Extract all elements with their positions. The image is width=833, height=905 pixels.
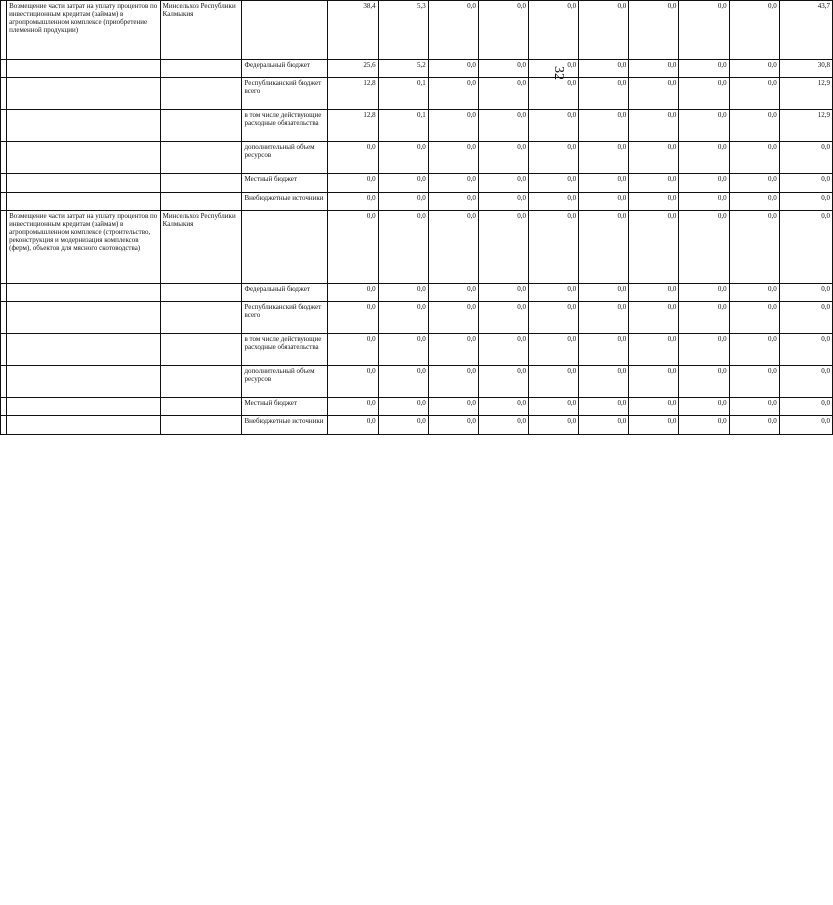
value-cell: 0,0 xyxy=(328,142,378,174)
value-cell: 0,0 xyxy=(478,78,528,110)
value-cell: 0,0 xyxy=(529,365,579,397)
table-row xyxy=(1,397,833,416)
value-cell: 5,2 xyxy=(378,59,428,78)
value-cell: 0,0 xyxy=(729,1,779,60)
funding-source-cell: Местный бюджет xyxy=(242,397,328,416)
measure-name-cell xyxy=(7,78,161,110)
value-cell: 0,0 xyxy=(428,78,478,110)
value-cell: 38,4 xyxy=(328,1,378,60)
value-cell: 0,0 xyxy=(729,397,779,416)
value-cell: 25,6 xyxy=(328,59,378,78)
value-cell: 0,0 xyxy=(629,283,679,302)
value-cell: 0,0 xyxy=(629,78,679,110)
value-cell: 0,0 xyxy=(629,416,679,435)
value-cell: 0,0 xyxy=(679,211,729,283)
table-body xyxy=(1,1,833,435)
value-cell: 0,0 xyxy=(729,365,779,397)
executor-cell xyxy=(160,110,242,142)
measure-name-cell xyxy=(7,142,161,174)
value-cell: 0,0 xyxy=(478,211,528,283)
funding-source-cell: Местный бюджет xyxy=(242,174,328,193)
table-row xyxy=(1,142,833,174)
value-cell: 0,0 xyxy=(328,397,378,416)
value-cell: 0,0 xyxy=(679,302,729,334)
value-cell: 0,0 xyxy=(729,142,779,174)
value-cell: 0,0 xyxy=(378,416,428,435)
measure-name-cell xyxy=(7,334,161,366)
value-cell: 0,0 xyxy=(579,78,629,110)
value-cell: 0,0 xyxy=(729,416,779,435)
value-cell: 0,0 xyxy=(579,334,629,366)
measure-name-cell xyxy=(7,110,161,142)
value-cell: 0,0 xyxy=(629,142,679,174)
value-cell: 0,0 xyxy=(378,192,428,211)
value-cell: 0,0 xyxy=(579,192,629,211)
value-cell: 0,0 xyxy=(679,59,729,78)
executor-cell xyxy=(160,142,242,174)
value-cell: 0,0 xyxy=(428,110,478,142)
value-cell: 0,0 xyxy=(629,211,679,283)
value-cell: 0,0 xyxy=(679,78,729,110)
value-cell: 0,1 xyxy=(378,110,428,142)
measure-name-cell xyxy=(7,59,161,78)
funding-source-cell: дополнительный объем ресурсов xyxy=(242,365,328,397)
value-cell: 0,0 xyxy=(679,142,729,174)
measure-name-cell xyxy=(7,174,161,193)
value-cell: 0,0 xyxy=(428,302,478,334)
value-cell: 0,0 xyxy=(579,59,629,78)
value-cell: 0,0 xyxy=(478,416,528,435)
value-cell: 0,0 xyxy=(679,334,729,366)
executor-cell xyxy=(160,416,242,435)
value-cell: 0,0 xyxy=(328,302,378,334)
funding-source-cell: дополнительный объем ресурсов xyxy=(242,142,328,174)
value-cell: 0,0 xyxy=(729,211,779,283)
value-cell: 0,0 xyxy=(529,174,579,193)
table-row xyxy=(1,365,833,397)
value-cell: 0,0 xyxy=(729,302,779,334)
measure-name-cell: Возмещение части затрат на уплату процентов по инвестиционным кредитам (займам) в агропромышленном комплексе (приобретение племенной продукции) xyxy=(7,1,161,60)
value-cell: 0,0 xyxy=(679,397,729,416)
value-cell: 0,0 xyxy=(629,302,679,334)
value-cell: 0,0 xyxy=(328,283,378,302)
value-cell: 0,0 xyxy=(629,174,679,193)
value-cell: 0,0 xyxy=(428,142,478,174)
executor-cell xyxy=(160,59,242,78)
value-cell: 12,8 xyxy=(328,110,378,142)
value-cell: 0,0 xyxy=(478,283,528,302)
value-cell: 0,0 xyxy=(579,365,629,397)
funding-source-cell: в том числе действующие расходные обязательства xyxy=(242,334,328,366)
value-cell: 0,0 xyxy=(378,397,428,416)
value-cell: 0,0 xyxy=(729,59,779,78)
value-cell: 0,0 xyxy=(328,174,378,193)
value-cell: 0,0 xyxy=(679,174,729,193)
value-cell: 0,0 xyxy=(529,416,579,435)
value-cell: 0,0 xyxy=(428,211,478,283)
funding-source-cell: Федеральный бюджет xyxy=(242,59,328,78)
value-cell: 0,0 xyxy=(729,174,779,193)
value-cell: 0,0 xyxy=(378,174,428,193)
value-cell: 0,0 xyxy=(428,192,478,211)
value-cell: 0,0 xyxy=(679,283,729,302)
value-cell: 0,0 xyxy=(629,192,679,211)
value-cell: 0,0 xyxy=(328,365,378,397)
value-cell: 0,0 xyxy=(378,283,428,302)
executor-cell xyxy=(160,78,242,110)
measure-name-cell xyxy=(7,192,161,211)
value-cell: 0,0 xyxy=(729,334,779,366)
value-cell: 0,0 xyxy=(328,334,378,366)
funding-source-cell xyxy=(242,211,328,283)
value-cell: 0,0 xyxy=(679,365,729,397)
value-cell: 0,0 xyxy=(529,211,579,283)
measure-name-cell: Возмещение части затрат на уплату процентов по инвестиционным кредитам (займам) в агропромышленном комплексе (строительство, реконструкция и модернизация комплексов (ферм), объектов для мясного скотоводства) xyxy=(7,211,161,283)
value-cell: 5,3 xyxy=(378,1,428,60)
budget-table-sheet xyxy=(0,0,833,435)
value-cell: 0,0 xyxy=(579,174,629,193)
value-cell: 0,0 xyxy=(378,142,428,174)
value-cell: 0,0 xyxy=(428,59,478,78)
executor-cell: Минсельхоз Республики Калмыкия xyxy=(160,1,242,60)
value-cell: 30,8 xyxy=(779,59,832,78)
table-row xyxy=(1,59,833,78)
value-cell: 0,0 xyxy=(328,416,378,435)
value-cell: 0,0 xyxy=(629,1,679,60)
value-cell: 0,0 xyxy=(779,365,832,397)
budget-table xyxy=(0,0,833,435)
executor-cell xyxy=(160,302,242,334)
value-cell: 0,0 xyxy=(328,192,378,211)
funding-source-cell xyxy=(242,1,328,60)
executor-cell xyxy=(160,174,242,193)
value-cell: 12,8 xyxy=(328,78,378,110)
value-cell: 0,0 xyxy=(579,110,629,142)
executor-cell xyxy=(160,334,242,366)
value-cell: 0,0 xyxy=(529,110,579,142)
value-cell: 0,0 xyxy=(478,397,528,416)
value-cell: 0,0 xyxy=(478,174,528,193)
value-cell: 0,0 xyxy=(529,59,579,78)
value-cell: 0,0 xyxy=(629,397,679,416)
value-cell: 0,0 xyxy=(679,192,729,211)
funding-source-cell: Внебюджетные источники xyxy=(242,192,328,211)
value-cell: 0,0 xyxy=(729,78,779,110)
table-row xyxy=(1,211,833,283)
value-cell: 12,9 xyxy=(779,110,832,142)
value-cell: 0,0 xyxy=(529,302,579,334)
value-cell: 0,0 xyxy=(428,365,478,397)
value-cell: 0,0 xyxy=(529,78,579,110)
value-cell: 0,0 xyxy=(529,397,579,416)
table-row xyxy=(1,334,833,366)
value-cell: 0,0 xyxy=(579,283,629,302)
table-row xyxy=(1,283,833,302)
executor-cell xyxy=(160,192,242,211)
value-cell: 0,0 xyxy=(478,334,528,366)
value-cell: 0,0 xyxy=(579,302,629,334)
value-cell: 0,0 xyxy=(779,397,832,416)
value-cell: 0,0 xyxy=(378,302,428,334)
value-cell: 0,0 xyxy=(629,365,679,397)
value-cell: 0,0 xyxy=(478,302,528,334)
value-cell: 0,0 xyxy=(428,283,478,302)
value-cell: 0,0 xyxy=(478,1,528,60)
table-row xyxy=(1,174,833,193)
value-cell: 0,0 xyxy=(579,211,629,283)
value-cell: 0,0 xyxy=(478,110,528,142)
value-cell: 0,0 xyxy=(629,334,679,366)
value-cell: 0,0 xyxy=(378,334,428,366)
value-cell: 0,0 xyxy=(729,110,779,142)
measure-name-cell xyxy=(7,302,161,334)
funding-source-cell: в том числе действующие расходные обязательства xyxy=(242,110,328,142)
value-cell: 0,1 xyxy=(378,78,428,110)
value-cell: 0,0 xyxy=(779,192,832,211)
table-row xyxy=(1,110,833,142)
value-cell: 0,0 xyxy=(679,110,729,142)
value-cell: 0,0 xyxy=(428,397,478,416)
funding-source-cell: Внебюджетные источники xyxy=(242,416,328,435)
value-cell: 0,0 xyxy=(529,283,579,302)
executor-cell xyxy=(160,365,242,397)
value-cell: 0,0 xyxy=(629,59,679,78)
executor-cell xyxy=(160,397,242,416)
value-cell: 0,0 xyxy=(378,365,428,397)
value-cell: 0,0 xyxy=(428,1,478,60)
measure-name-cell xyxy=(7,283,161,302)
funding-source-cell: Федеральный бюджет xyxy=(242,283,328,302)
table-row xyxy=(1,302,833,334)
value-cell: 0,0 xyxy=(529,142,579,174)
value-cell: 0,0 xyxy=(478,192,528,211)
value-cell: 0,0 xyxy=(529,1,579,60)
value-cell: 0,0 xyxy=(328,211,378,283)
executor-cell: Минсельхоз Республики Калмыкия xyxy=(160,211,242,283)
value-cell: 0,0 xyxy=(679,1,729,60)
value-cell: 0,0 xyxy=(779,174,832,193)
funding-source-cell: Республиканский бюджет всего xyxy=(242,78,328,110)
measure-name-cell xyxy=(7,365,161,397)
measure-name-cell xyxy=(7,397,161,416)
value-cell: 0,0 xyxy=(629,110,679,142)
executor-cell xyxy=(160,283,242,302)
value-cell: 0,0 xyxy=(579,1,629,60)
funding-source-cell: Республиканский бюджет всего xyxy=(242,302,328,334)
value-cell: 43,7 xyxy=(779,1,832,60)
value-cell: 0,0 xyxy=(779,416,832,435)
value-cell: 12,9 xyxy=(779,78,832,110)
table-row xyxy=(1,192,833,211)
value-cell: 0,0 xyxy=(579,142,629,174)
value-cell: 0,0 xyxy=(478,365,528,397)
value-cell: 0,0 xyxy=(579,397,629,416)
measure-name-cell xyxy=(7,416,161,435)
value-cell: 0,0 xyxy=(478,142,528,174)
value-cell: 0,0 xyxy=(779,283,832,302)
value-cell: 0,0 xyxy=(378,211,428,283)
value-cell: 0,0 xyxy=(779,334,832,366)
value-cell: 0,0 xyxy=(779,211,832,283)
value-cell: 0,0 xyxy=(679,416,729,435)
value-cell: 0,0 xyxy=(729,192,779,211)
value-cell: 0,0 xyxy=(428,174,478,193)
table-row xyxy=(1,416,833,435)
value-cell: 0,0 xyxy=(529,334,579,366)
value-cell: 0,0 xyxy=(478,59,528,78)
value-cell: 0,0 xyxy=(779,302,832,334)
value-cell: 0,0 xyxy=(729,283,779,302)
value-cell: 0,0 xyxy=(779,142,832,174)
value-cell: 0,0 xyxy=(428,416,478,435)
value-cell: 0,0 xyxy=(529,192,579,211)
value-cell: 0,0 xyxy=(579,416,629,435)
table-row xyxy=(1,1,833,60)
table-row xyxy=(1,78,833,110)
value-cell: 0,0 xyxy=(428,334,478,366)
page-number: 32 xyxy=(551,66,566,80)
